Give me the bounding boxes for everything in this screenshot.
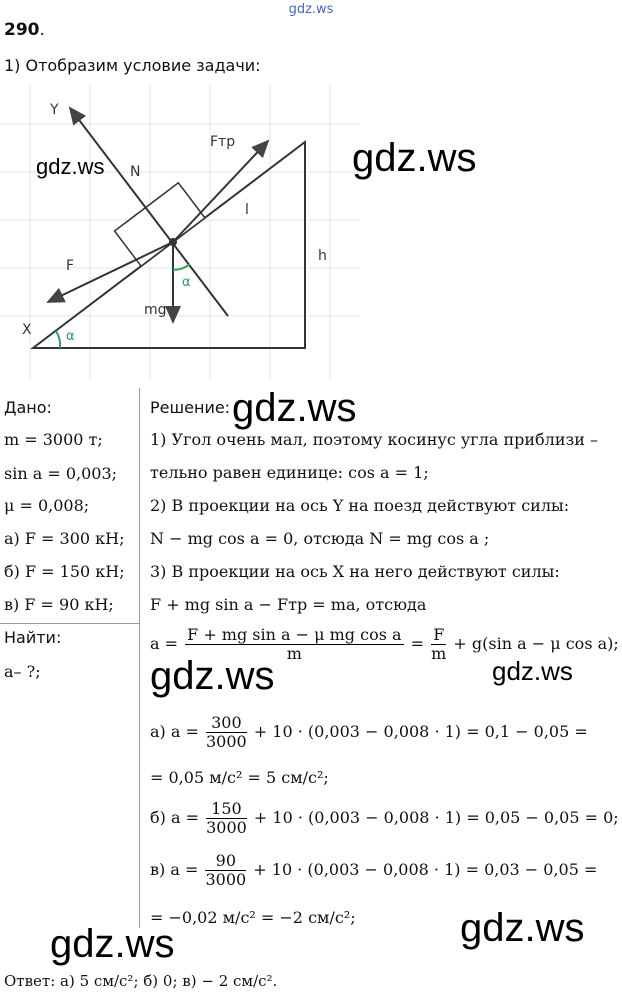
label-h: h	[318, 248, 327, 264]
solution-line: тельно равен единице: cos a = 1;	[150, 463, 429, 482]
given-divider	[139, 388, 140, 928]
watermark[interactable]: gdz.ws	[460, 906, 585, 950]
label-alpha-top: α	[182, 275, 191, 290]
find-title: Найти:	[4, 628, 62, 647]
label-alpha-bottom: α	[66, 329, 75, 344]
case-a-result: = 0,05 м/с² = 5 см/с²;	[150, 768, 329, 787]
label-y: Y	[50, 102, 59, 118]
watermark-top[interactable]: gdz.ws	[288, 2, 334, 17]
given-item: μ = 0,008;	[4, 496, 90, 515]
angle-arc-bottom	[56, 331, 60, 348]
solution-title: Решение:	[150, 398, 231, 417]
watermark[interactable]: gdz.ws	[232, 386, 357, 430]
given-item: sin a = 0,003;	[4, 464, 118, 483]
label-x: X	[22, 322, 32, 338]
watermark[interactable]: gdz.ws	[492, 656, 573, 686]
solution-line: 1) Угол очень мал, поэтому косинус угла приблизи –	[150, 430, 598, 449]
solution-line: 2) В проекции на ось Y на поезд действуют силы:	[150, 496, 570, 515]
given-item: б) F = 150 кН;	[4, 562, 125, 581]
solution-line: F + mg sin a − Fтр = ma, отсюда	[150, 595, 427, 614]
label-n: N	[130, 164, 141, 180]
given-item: а) F = 300 кН;	[4, 529, 125, 548]
angle-arc-top	[173, 264, 190, 270]
case-a: а) a = $\frac{300}{3000}$ + 10 · (0,003 − 0,008 · 1) = 0,1 − 0,05 =	[150, 713, 588, 751]
solution-line: 3) В проекции на ось X на него действуют силы:	[150, 562, 560, 581]
case-c: в) a = $\frac{90}{3000}$ + 10 · (0,003 − 0,008 · 1) = 0,03 − 0,05 =	[150, 851, 598, 889]
find-value: a– ?;	[4, 662, 41, 681]
given-title: Дано:	[4, 398, 52, 417]
watermark[interactable]: gdz.ws	[352, 136, 477, 180]
given-item: в) F = 90 кН;	[4, 595, 114, 614]
label-mg: mg	[144, 302, 167, 318]
watermark[interactable]: gdz.ws	[50, 922, 175, 966]
label-ftr: Fтр	[210, 134, 236, 150]
main-formula: a = $\frac{\text{F + mg sin a − μ mg cos a}}{m}$ = $\frac{F}{m}$ + g(sin a − μ cos a);	[150, 625, 619, 663]
case-c-result: = −0,02 м/с² = −2 см/с²;	[150, 908, 356, 927]
label-f: F	[66, 258, 75, 274]
incline-diagram	[0, 84, 360, 380]
solution-line: N − mg cos a = 0, отсюда N = mg cos a ;	[150, 529, 490, 548]
label-l: l	[245, 202, 249, 218]
answer: Ответ: а) 5 см/с²; б) 0; в) − 2 см/с².	[4, 972, 278, 990]
problem-number: 290.	[4, 20, 45, 40]
figure-watermark: gdz.ws	[36, 154, 105, 179]
case-b: б) a = $\frac{150}{3000}$ + 10 · (0,003 − 0,008 · 1) = 0,05 − 0,05 = 0;	[150, 799, 619, 837]
normal-arrow	[70, 108, 228, 316]
watermark[interactable]: gdz.ws	[150, 654, 275, 698]
given-item: m = 3000 т;	[4, 430, 103, 449]
block	[115, 183, 205, 266]
find-divider	[0, 623, 139, 624]
friction-arrow	[173, 141, 268, 242]
intro-text: 1) Отобразим условие задачи:	[4, 56, 261, 75]
